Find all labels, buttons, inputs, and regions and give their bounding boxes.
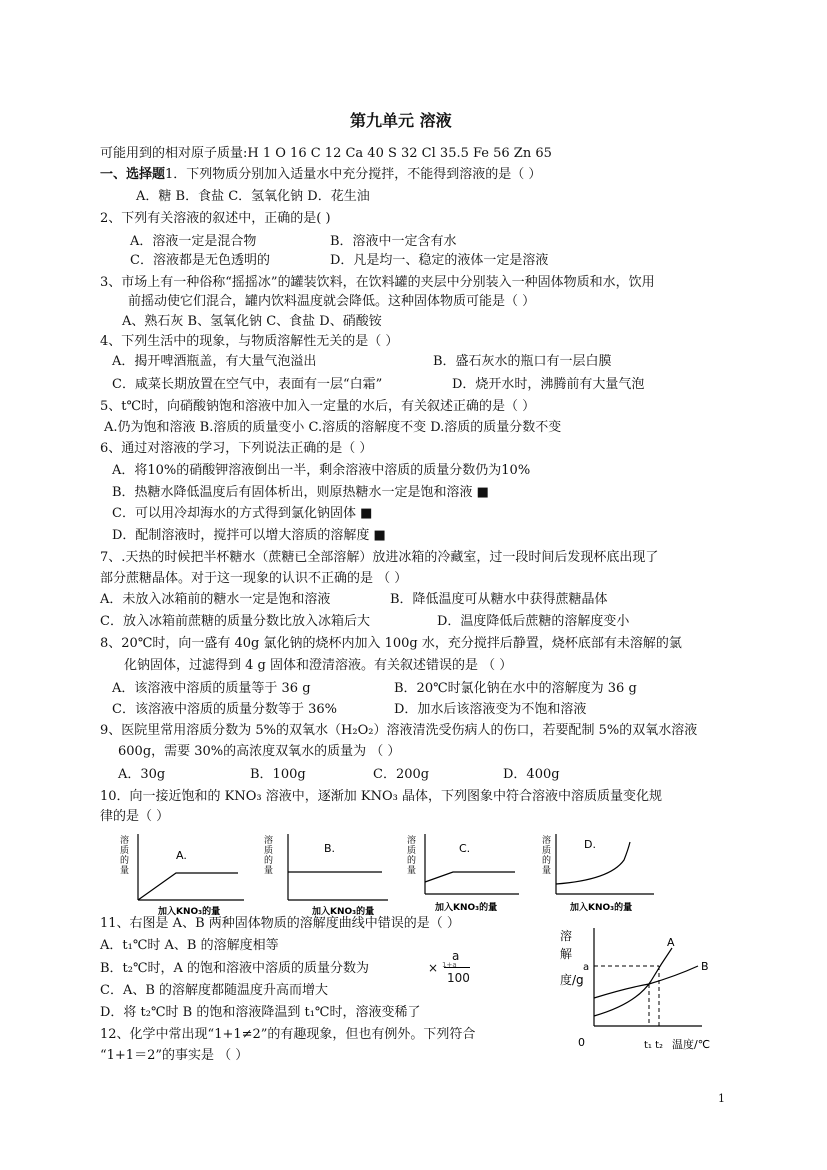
graph-c-ylabel-4: 量: [407, 866, 417, 876]
graph-a-label: A.: [176, 849, 187, 862]
q6-option-b: B．热糖水降低温度后有固体析出，则原热糖水一定是饱和溶液 ■: [112, 485, 489, 500]
question-8-line-1: 8、20℃时，向一盛有 40g 氯化钠的烧杯内加入 100g 水，充分搅拌后静置，烧杯底部有未溶解的氯: [100, 636, 682, 651]
question-12-line-2: “1+1＝2”的事实是 （ ）: [100, 1048, 249, 1063]
q8-option-b: B．20℃时氯化钠在水中的溶解度为 36 g: [394, 681, 637, 696]
q9-option-a: A．30g: [118, 767, 166, 782]
q7-option-a: A．未放入冰箱前的糖水一定是饱和溶液: [100, 592, 331, 607]
graph-option-c: [405, 830, 535, 918]
q1-options: A．糖 B．食盐 C．氢氧化钠 D．花生油: [136, 189, 370, 204]
q5-options: A.仍为饱和溶液 B.溶质的质量变小 C.溶质的溶解度不变 D.溶质的质量分数不变: [104, 420, 562, 435]
question-12-line-1: 12、化学中常出现“1+1≠2”的有趣现象，但也有例外。下列符合: [100, 1027, 476, 1042]
page-title: 第九单元 溶液: [350, 111, 452, 130]
q7-option-b: B．降低温度可从糖水中获得蔗糖晶体: [390, 592, 608, 607]
question-10-line-1: 10．向一接近饱和的 KNO₃ 溶液中，逐渐加 KNO₃ 晶体，下列图象中符合溶液中溶质质量变化规: [100, 789, 662, 804]
q8-option-a: A．该溶液中溶质的质量等于 36 g: [112, 681, 311, 696]
sol-a-value-label: a: [583, 962, 590, 973]
graph-d-ylabel-1: 溶: [542, 836, 552, 846]
q4-option-d: D．烧开水时，沸腾前有大量气泡: [452, 377, 645, 392]
sol-xlabel: 温度/℃: [672, 1038, 711, 1051]
q6-option-d: D．配制溶液时，搅拌可以增大溶质的溶解度 ■: [112, 528, 386, 543]
graph-b-ylabel-1: 溶: [264, 836, 274, 846]
q7-option-c: C．放入冰箱前蔗糖的质量分数比放入冰箱后大: [100, 614, 370, 629]
q7-option-d: D．温度降低后蔗糖的溶解度变小: [437, 614, 630, 629]
graph-a-xlabel: 加入KNO₃的量: [158, 907, 221, 917]
sol-ylabel-3: 度/g: [560, 973, 584, 987]
q9-option-d: D．400g: [503, 767, 560, 782]
graph-c-label: C.: [459, 842, 471, 855]
graph-a-ylabel-4: 量: [120, 866, 130, 876]
graph-d-ylabel-4: 量: [542, 866, 552, 876]
graph-option-d: [540, 830, 670, 918]
sol-t-labels: t₁ t₂: [644, 1040, 664, 1051]
sol-ylabel-1: 溶: [560, 929, 573, 943]
graph-d-ylabel-2: 质: [542, 846, 552, 856]
graph-option-a: [118, 830, 248, 918]
question-1: 1．下列物质分别加入适量水中充分搅拌，不能得到溶液的是（ ）: [165, 167, 542, 182]
question-6: 6、通过对溶液的学习，下列说法正确的是（ ）: [100, 441, 373, 456]
q6-option-c: C．可以用冷却海水的方式得到氯化钠固体 ■: [112, 506, 373, 521]
question-8-line-2: 化钠固体，过滤得到 4 g 固体和澄清溶液。有关叙述错误的是 （ ）: [124, 658, 513, 673]
question-7-line-2: 部分蔗糖晶体。对于这一现象的认识不正确的是 （ ）: [100, 571, 408, 586]
page-number: 1: [718, 1092, 725, 1105]
sol-curve-a: [594, 948, 672, 1016]
question-3-line-2: 前摇动使它们混合，罐内饮料温度就会降低。这种固体物质可能是（ ）: [128, 294, 536, 309]
atomic-masses: 可能用到的相对原子质量:H 1 O 16 C 12 Ca 40 S 32 Cl 35.5 Fe 56 Zn 65: [100, 146, 552, 161]
graph-a-ylabel-1: 溶: [120, 836, 130, 846]
graph-c-xlabel: 加入KNO₃的量: [435, 903, 498, 913]
q4-option-c: C．咸菜长期放置在空气中，表面有一层“白霜”: [112, 377, 383, 392]
solubility-graph: [556, 924, 716, 1056]
q9-option-c: C．200g: [373, 767, 430, 782]
fraction-bar: [444, 967, 470, 968]
question-9-line-2: 600g，需要 30%的高浓度双氧水的质量为 （ ）: [118, 744, 401, 759]
question-9-line-1: 9、医院里常用溶质分数为 5%的双氧水（H₂O₂）溶液清洗受伤病人的伤口，若要配制 5%的双氧水溶液: [100, 723, 698, 738]
q8-option-d: D．加水后该溶液变为不饱和溶液: [394, 702, 587, 717]
graph-d-label: D.: [584, 838, 596, 851]
sol-curve-b: [594, 966, 698, 998]
q2-option-d: D．凡是均一、稳定的液体一定是溶液: [330, 253, 549, 268]
question-7-line-1: 7、.天热的时候把半杯糖水（蔗糖已全部溶解）放进冰箱的冷藏室，过一段时间后发现杯底出现了: [100, 550, 659, 565]
fraction-note: 1+a: [442, 961, 457, 969]
graph-b-ylabel-2: 质: [264, 846, 274, 856]
q4-option-a: A．揭开啤酒瓶盖，有大量气泡溢出: [112, 354, 317, 369]
section-label: 一、选择题: [100, 167, 166, 182]
q2-option-a: A．溶液一定是混合物: [130, 234, 257, 249]
graph-b-label: B.: [324, 842, 336, 855]
graph-b-ylabel-3: 的: [264, 856, 274, 866]
q11-option-a: A．t₁℃时 A、B 的溶解度相等: [100, 938, 279, 953]
graph-b-ylabel-4: 量: [264, 866, 274, 876]
question-2: 2、下列有关溶液的叙述中，正确的是( ): [100, 211, 331, 226]
graph-d-ylabel-3: 的: [542, 856, 552, 866]
graph-b-xlabel: 加入KNO₃的量: [312, 907, 375, 917]
question-10-line-2: 律的是（ ）: [100, 809, 170, 824]
fraction-prefix: ×: [428, 961, 439, 975]
q9-option-b: B．100g: [250, 767, 306, 782]
graph-c-ylabel-1: 溶: [407, 836, 417, 846]
q6-option-a: A．将10%的硝酸钾溶液倒出一半，剩余溶液中溶质的质量分数仍为10%: [112, 463, 531, 478]
graph-a-curve: [138, 873, 238, 900]
sol-ylabel-2: 解: [560, 947, 573, 961]
sol-curve-a-label: A: [667, 936, 675, 949]
fraction-denominator: 100: [447, 971, 470, 985]
sol-curve-b-label: B: [701, 960, 709, 973]
q11-option-b: B．t₂℃时，A 的饱和溶液中溶质的质量分数为: [100, 961, 370, 976]
question-3-line-1: 3、市场上有一种俗称“摇摇冰”的罐装饮料，在饮料罐的夹层中分别装入一种固体物质和水，饮用: [100, 275, 655, 290]
graph-option-b: [262, 830, 392, 918]
graph-c-ylabel-2: 质: [407, 846, 417, 856]
graph-d-xlabel: 加入KNO₃的量: [570, 903, 633, 913]
graph-c-ylabel-3: 的: [407, 856, 417, 866]
q2-option-c: C．溶液都是无色透明的: [130, 253, 270, 268]
q8-option-c: C．该溶液中溶质的质量分数等于 36%: [112, 702, 337, 717]
fraction-numerator: a: [452, 949, 460, 963]
question-4: 4、下列生活中的现象，与物质溶解性无关的是（ ）: [100, 334, 399, 349]
question-11: 11、右图是 A、B 两种固体物质的溶解度曲线中错误的是（ ）: [100, 916, 460, 931]
q11-option-c: C．A、B 的溶解度都随温度升高而增大: [100, 983, 329, 998]
question-5: 5、t℃时，向硝酸钠饱和溶液中加入一定量的水后，有关叙述正确的是（ ）: [100, 399, 536, 414]
section-heading: [100, 166, 541, 183]
q4-option-b: B．盛石灰水的瓶口有一层白膜: [433, 354, 612, 369]
q3-options: A、熟石灰 B、氢氧化钠 C、食盐 D、硝酸铵: [122, 314, 382, 329]
q2-option-b: B．溶液中一定含有水: [330, 234, 457, 249]
graph-a-ylabel-2: 质: [120, 846, 130, 856]
sol-origin: 0: [578, 1036, 585, 1049]
q11-option-d: D．将 t₂℃时 B 的饱和溶液降温到 t₁℃时，溶液变稀了: [100, 1005, 421, 1020]
graph-c-curve: [425, 872, 515, 882]
graph-a-ylabel-3: 的: [120, 856, 130, 866]
